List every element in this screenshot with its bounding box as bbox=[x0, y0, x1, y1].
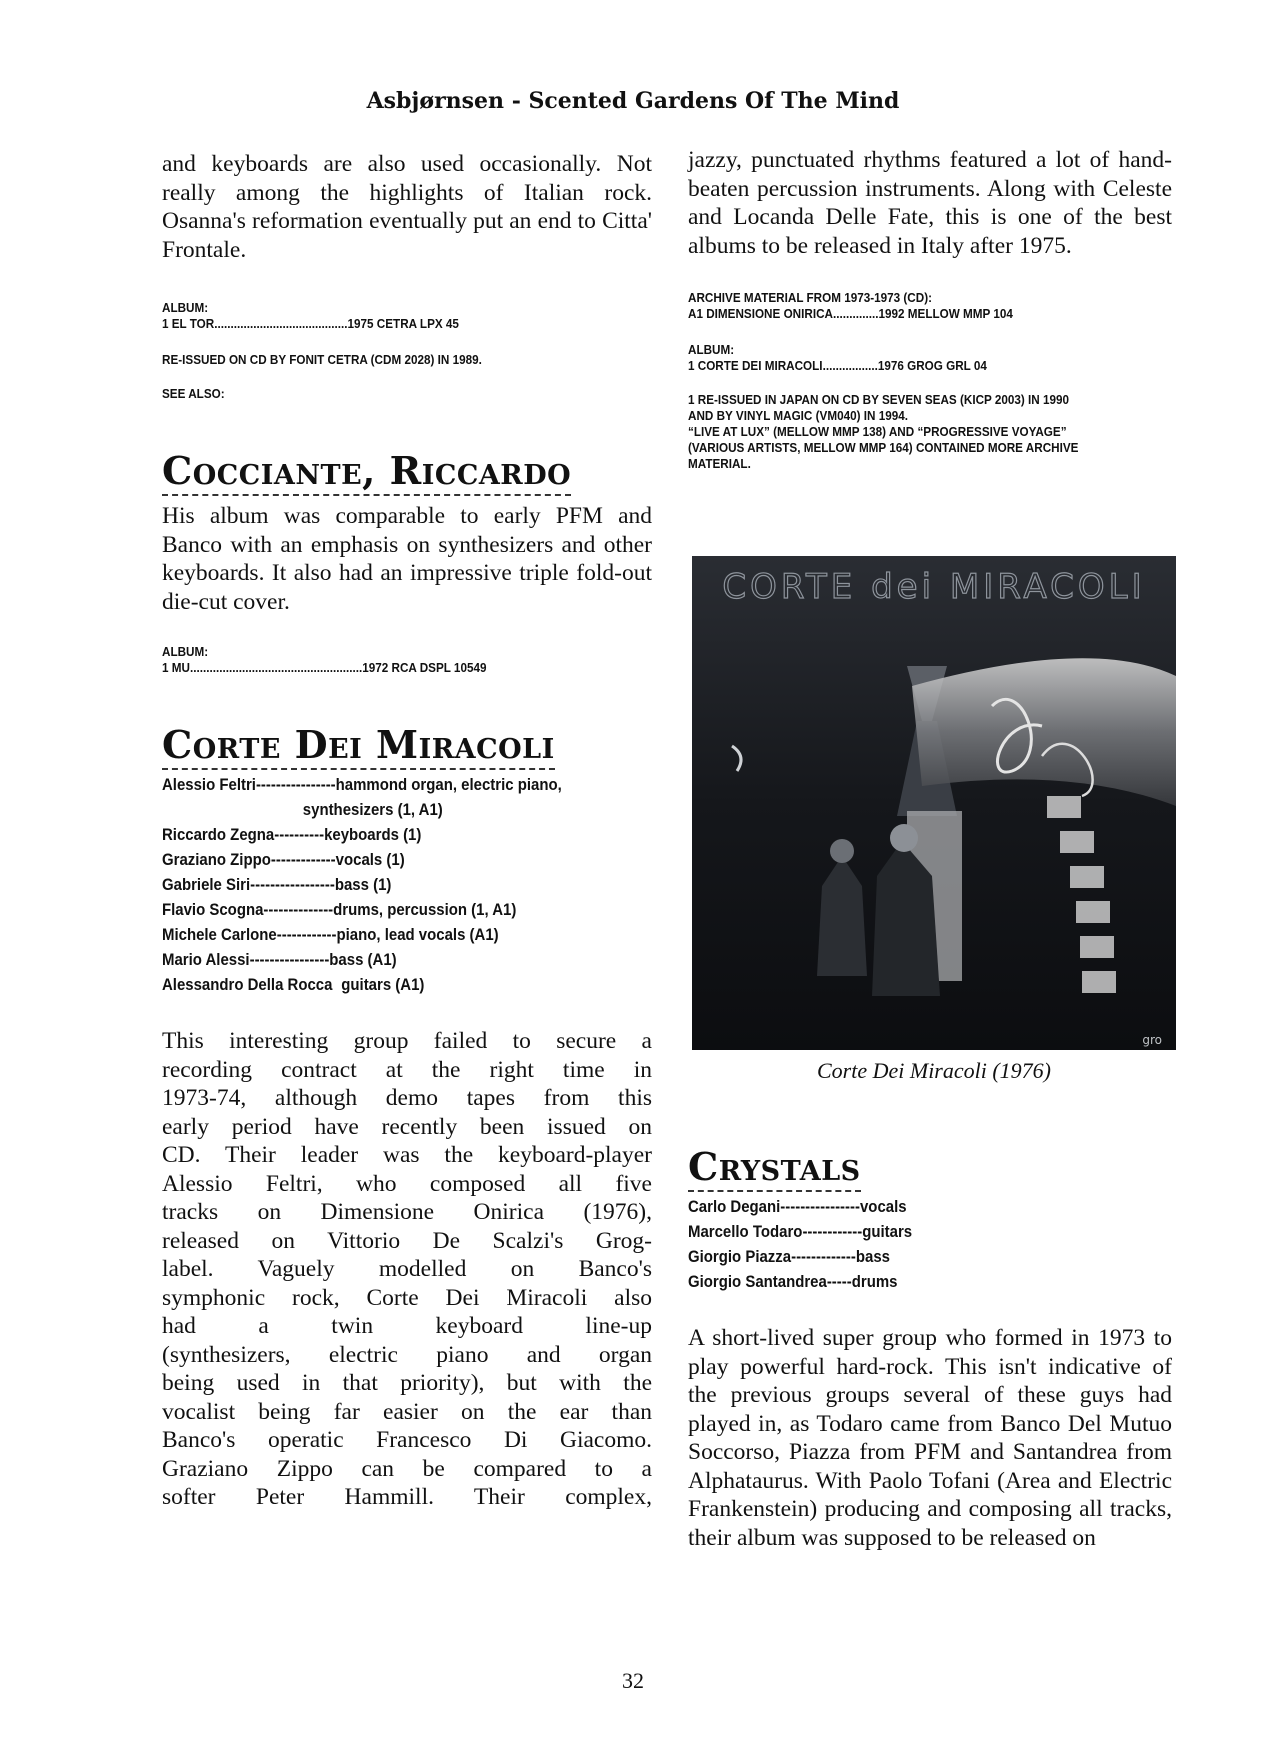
member-line bbox=[162, 972, 593, 997]
member-dash: ----------------- bbox=[250, 875, 335, 894]
note-line: (VARIOUS ARTISTS, MELLOW MMP 164) CONTAINED MORE ARCHIVE bbox=[688, 440, 1079, 455]
member-dash: ---------- bbox=[274, 825, 325, 844]
album-label: ALBUM: bbox=[162, 644, 209, 659]
text-line: label. Vaguely modelled on Banco's bbox=[162, 1256, 652, 1282]
member-role: drums bbox=[851, 1272, 898, 1291]
text-line: Banco's operatic Francesco Di Giacomo. bbox=[162, 1427, 652, 1453]
leader-dots: ..................................................... bbox=[189, 660, 363, 675]
album-info: 1992 MELLOW MMP 104 bbox=[878, 306, 1013, 321]
member-line bbox=[162, 822, 593, 847]
album-info: 1972 RCA DSPL 10549 bbox=[362, 660, 487, 675]
album-label: ALBUM: bbox=[688, 342, 735, 357]
see-also: SEE ALSO: bbox=[162, 386, 225, 401]
member-name: Alessio Feltri bbox=[162, 775, 256, 794]
member-dash: -------------- bbox=[263, 900, 334, 919]
member-name: Marcello Todaro bbox=[688, 1222, 803, 1241]
member-name: Flavio Scogna bbox=[162, 900, 264, 919]
album-title: A1 DIMENSIONE ONIRICA bbox=[688, 306, 833, 321]
text-line: CD. Their leader was the keyboard-player bbox=[162, 1142, 652, 1168]
album-title: 1 EL TOR bbox=[162, 316, 215, 331]
member-role: piano, lead vocals (A1) bbox=[336, 925, 499, 944]
member-line bbox=[162, 947, 593, 972]
corte-lineup bbox=[162, 772, 652, 997]
right-column bbox=[688, 146, 1172, 472]
text-line: early period have recently been issued on bbox=[162, 1113, 652, 1140]
member-name: Giorgio Piazza bbox=[688, 1247, 792, 1266]
member-name: Michele Carlone bbox=[162, 925, 277, 944]
member-role: bass bbox=[855, 1247, 890, 1266]
reissue-notes bbox=[688, 392, 1172, 472]
member-line bbox=[688, 1269, 1114, 1294]
reissue-note: RE-ISSUED ON CD BY FONIT CETRA (CDM 2028) IN 1989. bbox=[162, 352, 482, 367]
member-line bbox=[162, 897, 593, 922]
photo-caption: Corte Dei Miracoli (1976) bbox=[816, 1058, 1052, 1083]
text-line: 1973-74, although demo tapes from this bbox=[162, 1085, 652, 1111]
album-title: 1 CORTE DEI MIRACOLI bbox=[688, 358, 823, 373]
member-name: Gabriele Siri bbox=[162, 875, 251, 894]
member-dash: ------------- bbox=[791, 1247, 856, 1266]
cover-logo: CORTE dei MIRACOLI bbox=[722, 567, 1146, 607]
archive-label: ARCHIVE MATERIAL FROM 1973-1973 (CD): bbox=[688, 290, 933, 305]
member-name: Mario Alessi bbox=[162, 950, 250, 969]
crystals-lineup bbox=[688, 1194, 1172, 1294]
text-line: released on Vittorio De Scalzi's Grog- bbox=[162, 1227, 652, 1254]
album-title: 1 MU bbox=[162, 660, 190, 675]
discography-entry bbox=[162, 316, 603, 332]
member-dash: ---------------- bbox=[249, 950, 330, 969]
member-dash: ---------------- bbox=[255, 775, 336, 794]
text-line: Alessio Feltri, who composed all five bbox=[162, 1170, 652, 1197]
album-cover-photo bbox=[692, 556, 1176, 1050]
member-line bbox=[162, 847, 593, 872]
album-info: 1975 CETRA LPX 45 bbox=[347, 316, 459, 331]
cover-corner-mark: gro bbox=[1142, 1033, 1162, 1047]
note-line: AND BY VINYL MAGIC (VM040) IN 1994. bbox=[688, 408, 908, 423]
member-dash: ------------ bbox=[276, 925, 337, 944]
album-cover-artwork bbox=[692, 556, 1176, 1050]
corte-paragraph bbox=[162, 1027, 652, 1512]
member-line bbox=[162, 772, 593, 797]
cocciante-paragraph: His album was comparable to early PFM and Banco with an emphasis on synthesizers and other keyboards. It also had an impressive triple fold-out die-cut cover. bbox=[162, 503, 652, 615]
member-role: bass (A1) bbox=[329, 950, 397, 969]
member-line bbox=[688, 1219, 1114, 1244]
text-line: Graziano Zippo can be compared to a bbox=[162, 1455, 652, 1482]
intro-paragraph: and keyboards are also used occasionally. Not really among the highlights of Italian rock. Osanna's reformation eventually put an end to Citta' Frontale. bbox=[162, 151, 652, 263]
member-role: keyboards (1) bbox=[324, 825, 422, 844]
member-name: Alessandro Della Rocca bbox=[162, 975, 333, 994]
member-role: vocals bbox=[859, 1197, 907, 1216]
artist-heading-crystals: Crystals bbox=[688, 1146, 861, 1192]
member-dash: ------------- bbox=[270, 850, 336, 869]
artist-heading-corte: Corte Dei Miracoli bbox=[162, 724, 555, 770]
member-name: Carlo Degani bbox=[688, 1197, 781, 1216]
member-line bbox=[162, 872, 593, 897]
member-line bbox=[688, 1194, 1114, 1219]
member-role: hammond organ, electric piano, bbox=[335, 775, 562, 794]
artist-heading-cocciante: Cocciante, Riccardo bbox=[162, 450, 571, 496]
member-role: bass (1) bbox=[334, 875, 392, 894]
leader-dots: ................. bbox=[822, 358, 878, 373]
member-dash: ----- bbox=[826, 1272, 852, 1291]
member-line bbox=[162, 922, 593, 947]
text-line: (synthesizers, electric piano and organ bbox=[162, 1341, 652, 1368]
leader-dots: .............. bbox=[832, 306, 879, 321]
note-line: “LIVE AT LUX” (MELLOW MMP 138) AND “PROGRESSIVE VOYAGE” bbox=[688, 424, 1067, 439]
text-line: symphonic rock, Corte Dei Miracoli also bbox=[162, 1284, 652, 1311]
member-line bbox=[162, 797, 593, 822]
member-role: synthesizers (1, A1) bbox=[302, 800, 443, 819]
member-name: Giorgio Santandrea bbox=[688, 1272, 827, 1291]
right-column-lower bbox=[688, 1146, 1172, 1552]
discography-entry bbox=[688, 358, 1124, 374]
page-number: 32 bbox=[622, 1668, 644, 1693]
running-head: Asbjørnsen - Scented Gardens Of The Mind bbox=[366, 88, 900, 114]
note-line: MATERIAL. bbox=[688, 456, 751, 471]
discography-entry bbox=[688, 306, 1124, 322]
text-line: This interesting group failed to secure a bbox=[162, 1028, 652, 1054]
album-info: 1976 GROG GRL 04 bbox=[877, 358, 987, 373]
text-line: recording contract at the right time in bbox=[162, 1056, 652, 1083]
crystals-paragraph: A short-lived super group who formed in 1973 to play powerful hard-rock. This isn't indicative of the previous groups several of these guys had played in, as Todaro came from Banco Del Mutuo Soccorso, Piazza from PFM and Santandrea from Alphataurus. With Paolo Tofani (Area and Electric Frankenstein) producing and composing all tracks, their album was supposed to be released on bbox=[688, 1325, 1172, 1551]
album-label: ALBUM: bbox=[162, 300, 209, 315]
member-role: guitars bbox=[862, 1222, 913, 1241]
member-name: Riccardo Zegna bbox=[162, 825, 275, 844]
text-line: softer Peter Hammill. Their complex, bbox=[162, 1484, 652, 1510]
text-line: tracks on Dimensione Onirica (1976), bbox=[162, 1199, 652, 1225]
discography-entry bbox=[162, 660, 603, 676]
text-line: had a twin keyboard line-up bbox=[162, 1313, 652, 1339]
note-line: 1 RE-ISSUED IN JAPAN ON CD BY SEVEN SEAS (KICP 2003) IN 1990 bbox=[688, 392, 1070, 407]
member-role: drums, percussion (1, A1) bbox=[333, 900, 517, 919]
member-role: guitars (A1) bbox=[341, 975, 425, 994]
member-dash: ------------ bbox=[802, 1222, 863, 1241]
left-column bbox=[162, 150, 652, 1512]
continued-paragraph: jazzy, punctuated rhythms featured a lot of hand-beaten percussion instruments. Along with Celeste and Locanda Delle Fate, this is one of the best albums to be released in Italy after 1975. bbox=[688, 147, 1172, 259]
text-line: being used in that priority), but with the bbox=[162, 1370, 652, 1396]
member-dash: ---------------- bbox=[780, 1197, 860, 1216]
leader-dots: ......................................... bbox=[214, 316, 348, 331]
text-line: vocalist being far easier on the ear than bbox=[162, 1398, 652, 1425]
member-line bbox=[688, 1244, 1114, 1269]
member-role: vocals (1) bbox=[335, 850, 405, 869]
member-name: Graziano Zippo bbox=[162, 850, 271, 869]
